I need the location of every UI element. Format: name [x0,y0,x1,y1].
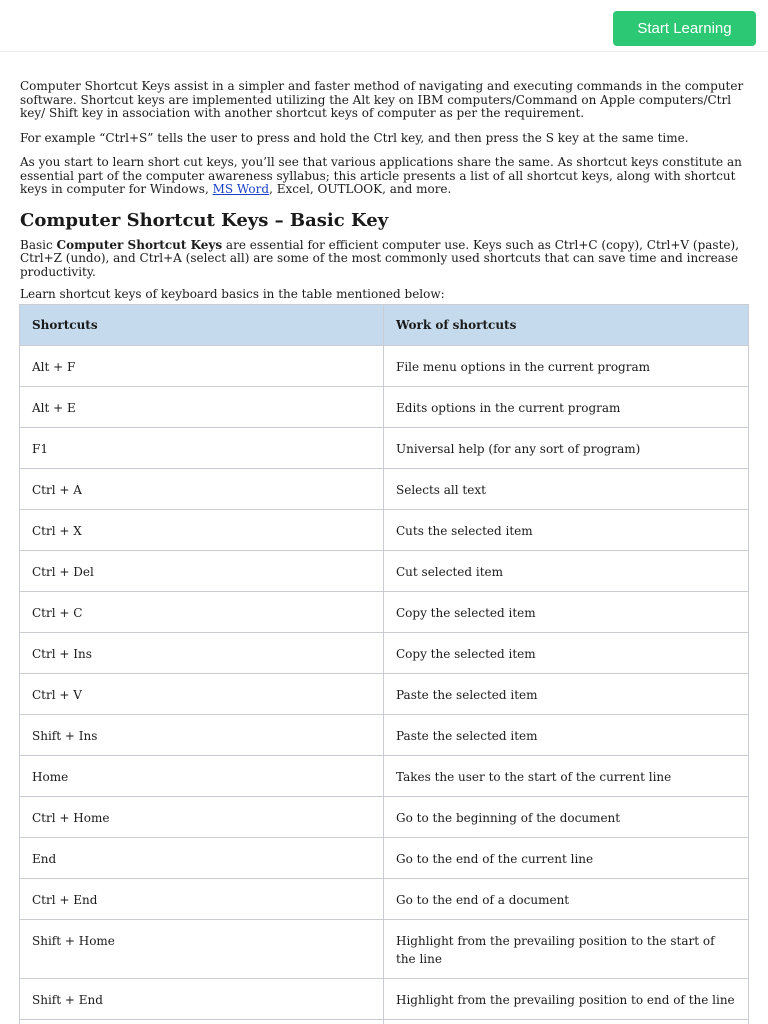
table-row [20,510,749,551]
shortcut-cell: Ctrl + End [20,879,384,920]
ms-word-link[interactable]: MS Word [212,182,270,196]
applications-text-after: , Excel, OUTLOOK, and more. [269,182,452,196]
description-cell: Go to the beginning of the document [384,797,749,838]
header-shortcuts: Shortcuts [20,305,384,346]
shortcut-table-wrapper [19,304,748,1024]
shortcut-cell: Home [20,756,384,797]
shortcut-cell: Ctrl + Home [20,797,384,838]
table-row [20,551,749,592]
example-paragraph: For example “Ctrl+S” tells the user to press and hold the Ctrl key, and then press the S key at the same time. [20,130,689,145]
description-cell: Copy the selected item [384,592,749,633]
applications-text-before: As you start to learn short cut keys, you’ll see that various applications share the same. As shortcut keys constitute an essential part of the computer awareness syllabus; this article presents a list of all shortcut keys, along with shortcut keys in computer for Windows, [20,155,742,196]
table-row [20,674,749,715]
basic-keys-paragraph [20,239,750,280]
table-row [20,756,749,797]
table-row [20,633,749,674]
description-cell: Cuts the selected item [384,510,749,551]
start-learning-button[interactable]: Start Learning [613,11,756,46]
description-cell [384,1020,749,1024]
table-row [20,469,749,510]
shortcut-cell: Ctrl + X [20,510,384,551]
description-cell: Takes the user to the start of the current line [384,756,749,797]
table-row [20,1020,749,1024]
description-cell: Paste the selected item [384,715,749,756]
table-row [20,979,749,1020]
table-row [20,346,749,387]
shortcut-cell: Ctrl + Del [20,551,384,592]
shortcut-table [19,304,749,1024]
shortcut-cell: Shift + Ins [20,715,384,756]
shortcut-cell: Alt + E [20,387,384,428]
table-row [20,797,749,838]
shortcut-cell: End [20,838,384,879]
description-cell: File menu options in the current program [384,346,749,387]
description-cell: Highlight from the prevailing position to the start of the line [384,920,749,979]
basic-bold-term: Computer Shortcut Keys [56,237,223,252]
shortcut-cell: Ctrl + Ins [20,633,384,674]
table-row [20,428,749,469]
description-cell: Highlight from the prevailing position to end of the line [384,979,749,1020]
basic-prefix: Basic [20,237,57,252]
table-row [20,838,749,879]
intro-paragraph: Computer Shortcut Keys assist in a simpler and faster method of navigating and executing commands in the computer software. Shortcut keys are implemented utilizing the Alt key on IBM computers/Command on Apple computers/Ctrl key/ Shift key in association with another shortcut keys of computer as per the requirement. [20,79,744,120]
table-intro-paragraph: Learn shortcut keys of keyboard basics in the table mentioned below: [20,287,445,301]
basic-rest: are essential for efficient computer use. Keys such as Ctrl+C (copy), Ctrl+V (paste), Ctrl+Z (undo), and Ctrl+A (select all) are some of the most commonly used shortcuts that can save time and increase productivity. [20,237,739,279]
description-cell: Cut selected item [384,551,749,592]
header-work: Work of shortcuts [384,305,749,346]
shortcut-cell: Ctrl + V [20,674,384,715]
description-cell: Selects all text [384,469,749,510]
top-bar [0,0,768,52]
table-row [20,879,749,920]
table-header-row [20,305,749,346]
description-cell: Universal help (for any sort of program) [384,428,749,469]
shortcut-cell: Shift + Home [20,920,384,979]
shortcut-cell [20,1020,384,1024]
table-row [20,920,749,979]
applications-paragraph [20,156,750,197]
shortcut-cell: Ctrl + A [20,469,384,510]
table-row [20,715,749,756]
section-heading: Computer Shortcut Keys – Basic Key [20,209,389,231]
table-row [20,387,749,428]
description-cell: Copy the selected item [384,633,749,674]
shortcut-cell: Ctrl + C [20,592,384,633]
article-body [20,80,750,311]
shortcut-cell: Shift + End [20,979,384,1020]
description-cell: Edits options in the current program [384,387,749,428]
shortcut-cell: Alt + F [20,346,384,387]
table-row [20,592,749,633]
description-cell: Paste the selected item [384,674,749,715]
description-cell: Go to the end of a document [384,879,749,920]
shortcut-cell: F1 [20,428,384,469]
description-cell: Go to the end of the current line [384,838,749,879]
